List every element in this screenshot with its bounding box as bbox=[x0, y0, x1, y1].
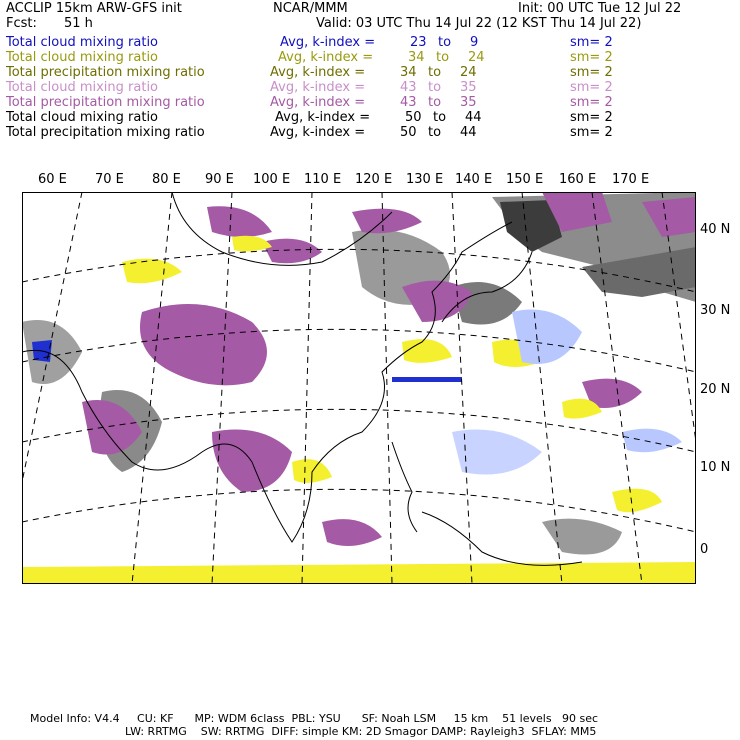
init-time: Init: 00 UTC Tue 12 Jul 22 bbox=[518, 1, 682, 16]
field-to: to bbox=[428, 125, 442, 140]
field-sm: sm= 2 bbox=[570, 95, 613, 110]
longitude-label: 160 E bbox=[559, 172, 597, 187]
field-sm: sm= 2 bbox=[570, 110, 613, 125]
longitude-label: 90 E bbox=[205, 172, 234, 187]
latitude-label: 30 N bbox=[700, 303, 731, 318]
field-name: Total cloud mixing ratio bbox=[6, 80, 159, 95]
field-to: to bbox=[428, 65, 442, 80]
field-name: Total precipitation mixing ratio bbox=[6, 65, 205, 80]
field-avg: Avg, k-index = bbox=[278, 50, 374, 65]
field-avg: Avg, k-index = bbox=[270, 65, 366, 80]
latitude-label: 0 bbox=[700, 542, 709, 557]
field-k1: 50 bbox=[400, 125, 417, 140]
field-avg: Avg, k-index = bbox=[270, 125, 366, 140]
field-sm: sm= 2 bbox=[570, 80, 613, 95]
longitude-label: 80 E bbox=[152, 172, 181, 187]
field-avg: Avg, k-index = bbox=[270, 95, 366, 110]
field-to: to bbox=[428, 95, 442, 110]
field-to: to bbox=[438, 35, 452, 50]
longitude-label: 170 E bbox=[612, 172, 650, 187]
field-sm: sm= 2 bbox=[570, 50, 613, 65]
field-name: Total precipitation mixing ratio bbox=[6, 95, 205, 110]
field-name: Total cloud mixing ratio bbox=[6, 35, 159, 50]
field-to: to bbox=[433, 110, 447, 125]
field-sm: sm= 2 bbox=[570, 35, 613, 50]
field-k2: 44 bbox=[465, 110, 482, 125]
longitude-label: 140 E bbox=[455, 172, 493, 187]
field-k2: 44 bbox=[460, 125, 477, 140]
field-k1: 43 bbox=[400, 80, 417, 95]
valid-time: Valid: 03 UTC Thu 14 Jul 22 (12 KST Thu 14 Jul 22) bbox=[316, 16, 642, 31]
field-avg: Avg, k-index = bbox=[275, 110, 371, 125]
field-k2: 24 bbox=[468, 50, 485, 65]
field-name: Total cloud mixing ratio bbox=[6, 50, 159, 65]
field-k1: 34 bbox=[408, 50, 425, 65]
field-to: to bbox=[428, 80, 442, 95]
longitude-label: 120 E bbox=[355, 172, 393, 187]
field-k2: 35 bbox=[460, 95, 477, 110]
longitude-label: 150 E bbox=[506, 172, 544, 187]
field-to: to bbox=[436, 50, 450, 65]
longitude-label: 70 E bbox=[95, 172, 124, 187]
weather-map bbox=[22, 192, 696, 584]
field-name: Total precipitation mixing ratio bbox=[6, 125, 205, 140]
field-avg: Avg, k-index = bbox=[280, 35, 376, 50]
longitude-label: 100 E bbox=[253, 172, 291, 187]
longitude-label: 130 E bbox=[406, 172, 444, 187]
field-avg: Avg, k-index = bbox=[270, 80, 366, 95]
fcst-label: Fcst: bbox=[6, 16, 37, 31]
model-title: ACCLIP 15km ARW-GFS init bbox=[6, 1, 182, 16]
field-k1: 23 bbox=[410, 35, 427, 50]
latitude-label: 10 N bbox=[700, 460, 731, 475]
field-k1: 34 bbox=[400, 65, 417, 80]
org-label: NCAR/MMM bbox=[273, 1, 348, 16]
field-sm: sm= 2 bbox=[570, 65, 613, 80]
longitude-label: 110 E bbox=[304, 172, 342, 187]
field-k2: 24 bbox=[460, 65, 477, 80]
field-k1: 43 bbox=[400, 95, 417, 110]
field-k1: 50 bbox=[405, 110, 422, 125]
longitude-label: 60 E bbox=[38, 172, 67, 187]
latitude-label: 40 N bbox=[700, 222, 731, 237]
latitude-label: 20 N bbox=[700, 382, 731, 397]
fcst-value: 51 h bbox=[64, 16, 93, 31]
footer-physics-info: LW: RRTMG SW: RRTMG DIFF: simple KM: 2D Smagor DAMP: Rayleigh3 SFLAY: MM5 bbox=[125, 725, 597, 738]
field-name: Total cloud mixing ratio bbox=[6, 110, 159, 125]
field-k2: 9 bbox=[470, 35, 479, 50]
field-sm: sm= 2 bbox=[570, 125, 613, 140]
footer-model-info: Model Info: V4.4 CU: KF MP: WDM 6class PBL: YSU SF: Noah LSM 15 km 51 levels 90 sec bbox=[30, 712, 599, 725]
field-k2: 35 bbox=[460, 80, 477, 95]
